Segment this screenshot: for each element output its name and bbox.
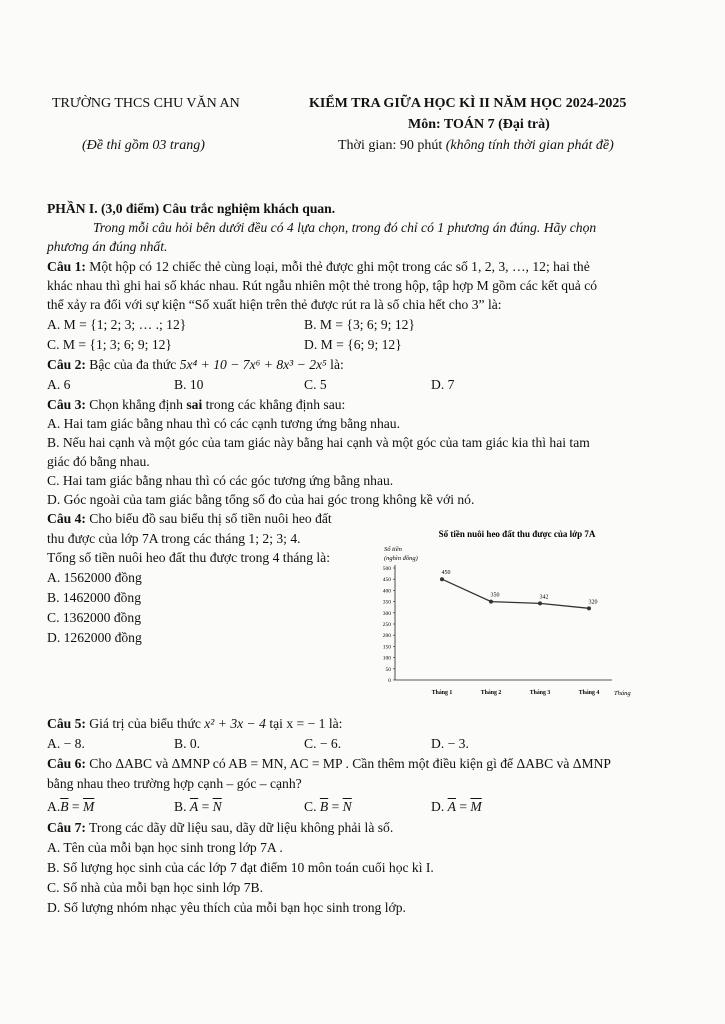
y-tick-label: 0 [388, 678, 391, 684]
q2-polynomial: 5x⁴ + 10 − 7x⁶ + 8x³ − 2x⁵ [179, 357, 327, 372]
q6-option-c: C. $\overline{B} = \overline{N}$ [304, 799, 352, 814]
pages-note: (Đề thi gồm 03 trang) [82, 138, 205, 153]
x-tick-label: Tháng 1 [431, 690, 453, 696]
q2-tail: là: [326, 357, 344, 372]
q6-b-angle-left: $\overline{A}$ [189, 799, 199, 814]
q5-tail: tại x = − 1 là: [265, 716, 343, 731]
q2-option-c: C. 5 [304, 377, 327, 392]
y-tick-label: 300 [382, 610, 391, 617]
q1-line2: khác nhau thì ghi hai số khác nhau. Rút ngẫu nhiên một thẻ trong hộp, tập hợp M gồm các kết quả có [47, 278, 598, 293]
exam-title: KIỂM TRA GIỮA HỌC KÌ II NĂM HỌC 2024-2025 [309, 96, 627, 111]
y-tick-label: 50 [385, 666, 391, 673]
q7-stem [47, 819, 393, 837]
data-label: 450 [441, 570, 451, 577]
q7-option-a: A. Tên của mỗi bạn học sinh trong lớp 7A . [47, 840, 283, 855]
q2-text: Bậc của đa thức [85, 357, 180, 372]
q2-stem [47, 356, 344, 374]
x-tick-label: Tháng 2 [480, 690, 502, 696]
q6-a-angle-left: $\overline{B}$ [60, 799, 69, 814]
q1-option-a: A. M = {1; 2; 3; … .; 12} [47, 317, 187, 332]
q2-label: Câu 2: [47, 357, 86, 372]
q4-option-c: C. 1362000 đồng [47, 610, 142, 625]
q4-line1 [47, 510, 332, 528]
q7-option-c: C. Số nhà của mỗi bạn học sinh lớp 7B. [47, 880, 263, 895]
data-point [587, 606, 591, 610]
q3-option-b-line2: giác đó bằng nhau. [47, 454, 150, 469]
chart-ylabel-2: (nghìn đồng) [384, 555, 418, 562]
data-label: 342 [539, 594, 549, 601]
q6-b-angle-right: $\overline{N}$ [212, 799, 222, 814]
q2-option-a: A. 6 [47, 377, 71, 392]
q7-option-b: B. Số lượng học sinh của các lớp 7 đạt điểm 10 môn toán cuối học kì I. [47, 860, 434, 875]
q3-text-pre: Chọn khẳng định [85, 397, 187, 412]
x-tick-label: Tháng 3 [529, 690, 551, 696]
q3-option-c: C. Hai tam giác bằng nhau thì có các góc tương ứng bằng nhau. [47, 473, 394, 488]
q3-label: Câu 3: [47, 397, 86, 412]
line-chart [382, 528, 652, 706]
data-point [489, 600, 493, 604]
q4-option-d: D. 1262000 đồng [47, 630, 142, 645]
q1-text: Một hộp có 12 chiếc thẻ cùng loại, mỗi thẻ được ghi một trong các số 1, 2, 3, …, 12; hai thẻ [85, 259, 590, 274]
q5-expression: x² + 3x − 4 [204, 716, 266, 731]
q5-stem [47, 715, 342, 733]
q4-label: Câu 4: [47, 511, 86, 526]
data-point [440, 577, 444, 581]
q6-d-angle-left: $\overline{A}$ [447, 799, 456, 814]
q6-text: Cho ΔABC và ΔMNP có AB = MN, AC = MP . Cần thêm một điều kiện gì để ΔABC và ΔMNP [85, 756, 611, 771]
q5-label: Câu 5: [47, 716, 86, 731]
q2-option-d: D. 7 [431, 377, 455, 392]
q6-c-prefix: C. [304, 799, 317, 814]
q6-option-b: B. $\overline{A} = \overline{N}$ [174, 799, 222, 814]
y-tick-label: 500 [382, 566, 391, 572]
q6-option-a: $A.\overline{B} = \overline{M}$ [47, 799, 95, 814]
q4-option-a: A. 1562000 đồng [47, 570, 142, 585]
q3-text-bold: sai [186, 397, 203, 412]
y-tick-label: 350 [382, 599, 391, 606]
q4-text: Cho biểu đồ sau biểu thị số tiền nuôi heo đất [85, 511, 332, 526]
data-point [538, 601, 542, 605]
y-tick-label: 200 [382, 633, 391, 640]
q5-option-d: D. − 3. [431, 736, 469, 751]
x-tick-label: Tháng 4 [578, 690, 600, 696]
chart-ylabel-1: Số tiền [384, 546, 402, 553]
q6-a-angle-right: $\overline{M}$ [83, 799, 95, 814]
exam-subject: Môn: TOÁN 7 (Đại trà) [408, 117, 550, 132]
q3-option-a: A. Hai tam giác bằng nhau thì có các cạnh tương ứng bằng nhau. [47, 416, 400, 431]
time-note: (không tính thời gian phát đề) [445, 138, 614, 153]
q1-label: Câu 1: [47, 259, 86, 274]
q1-line1 [47, 258, 590, 276]
part1-instruction-2: phương án đúng nhất. [47, 239, 168, 254]
y-tick-label: 400 [382, 588, 391, 595]
q1-line3: thể xảy ra đối với sự kiện “Số xuất hiện trên thẻ được rút ra là số chia hết cho 3” là: [47, 297, 502, 312]
chart-xlabel: Tháng [614, 690, 631, 697]
school-name: TRƯỜNG THCS CHU VĂN AN [52, 96, 240, 111]
q1-option-b: B. M = {3; 6; 9; 12} [304, 317, 415, 332]
q6-b-prefix: B. [174, 799, 187, 814]
part1-title: PHẦN I. (3,0 điểm) Câu trắc nghiệm khách quan. [47, 201, 336, 216]
q6-line1 [47, 755, 611, 773]
chart-title: Số tiền nuôi heo đất thu được của lớp 7A [438, 529, 596, 539]
q7-text: Trong các dãy dữ liệu sau, dãy dữ liệu không phải là số. [85, 820, 394, 835]
q6-line2: bằng nhau theo trường hợp cạnh – góc – cạnh? [47, 776, 302, 791]
y-tick-label: 100 [382, 655, 391, 662]
q3-option-b-line1: B. Nếu hai cạnh và một góc của tam giác này bằng hai cạnh và một góc của tam giác kia thì hai tam [47, 435, 590, 450]
series-line [442, 579, 589, 608]
q4-line3: Tổng số tiền nuôi heo đất thu được trong 4 tháng là: [47, 550, 330, 565]
q5-option-b: B. 0. [174, 736, 201, 751]
q3-text-post: trong các khẳng định sau: [202, 397, 346, 412]
q5-text: Giá trị của biểu thức [85, 716, 205, 731]
part1-instruction-1: Trong mỗi câu hỏi bên dưới đều có 4 lựa chọn, trong đó chỉ có 1 phương án đúng. Hãy chọn [93, 220, 597, 235]
q6-option-d: D. $\overline{A} = \overline{M}$ [431, 799, 482, 814]
q6-d-angle-right: $\overline{M}$ [470, 799, 482, 814]
q3-stem [47, 396, 345, 414]
q4-option-b: B. 1462000 đồng [47, 590, 142, 605]
data-label: 350 [490, 592, 500, 599]
y-tick-label: 450 [382, 577, 391, 584]
q2-option-b: B. 10 [174, 377, 204, 392]
y-tick-label: 150 [382, 644, 391, 651]
q6-c-angle-right: $\overline{N}$ [342, 799, 352, 814]
q6-a-prefix: A. [47, 799, 61, 814]
q3-option-d: D. Góc ngoài của tam giác bằng tổng số đo của hai góc trong không kề với nó. [47, 492, 475, 507]
q7-option-d: D. Số lượng nhóm nhạc yêu thích của mỗi bạn học sinh trong lớp. [47, 900, 406, 915]
q6-d-prefix: D. [431, 799, 445, 814]
time-limit [338, 138, 614, 154]
data-label: 320 [588, 599, 598, 606]
y-tick-label: 250 [382, 622, 391, 628]
q6-label: Câu 6: [47, 756, 86, 771]
q6-c-angle-left: $\overline{B}$ [319, 799, 329, 814]
q5-option-c: C. − 6. [304, 736, 342, 751]
time-prefix: Thời gian: 90 phút [338, 138, 446, 153]
q5-option-a: A. − 8. [47, 736, 85, 751]
q1-option-d: D. M = {6; 9; 12} [304, 337, 402, 352]
q7-label: Câu 7: [47, 820, 86, 835]
q1-option-c: C. M = {1; 3; 6; 9; 12} [47, 337, 172, 352]
q4-line2: thu được của lớp 7A trong các tháng 1; 2; 3; 4. [47, 531, 301, 546]
